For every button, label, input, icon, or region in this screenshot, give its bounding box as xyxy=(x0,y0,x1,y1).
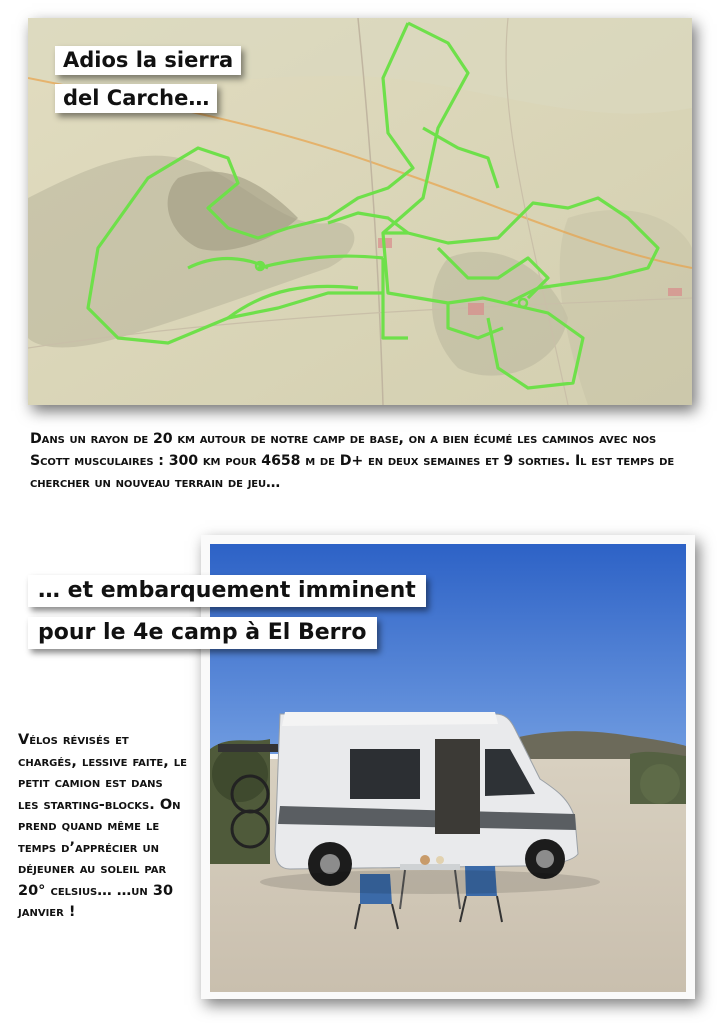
ride-summary-text: Dans un rayon de 20 km autour de notre camp de base, on a bien écumé les caminos avec nos Scott musculaires : 300 km pour 4658 m de D+ en deux semaines et 9 sorties. Il est temps de chercher un nouveau terrain de jeu… xyxy=(30,431,675,491)
map-title-line2: del Carche… xyxy=(55,84,217,113)
map-title-line1: Adios la sierra xyxy=(55,46,241,75)
map-image xyxy=(28,18,692,405)
side-caption-text: Vélos révisés et chargés, lessive faite, le petit camion est dans les starting-blocks. On prend quand même le temps d’apprécier un déjeuner au soleil par 20° celsius… …un 30 janvier ! xyxy=(18,732,187,920)
route-map xyxy=(28,18,692,405)
photo-title-line2: pour le 4e camp à El Berro xyxy=(28,617,377,649)
campervan-image xyxy=(210,544,686,992)
photo-title-line1: … et embarquement imminent xyxy=(28,575,426,607)
